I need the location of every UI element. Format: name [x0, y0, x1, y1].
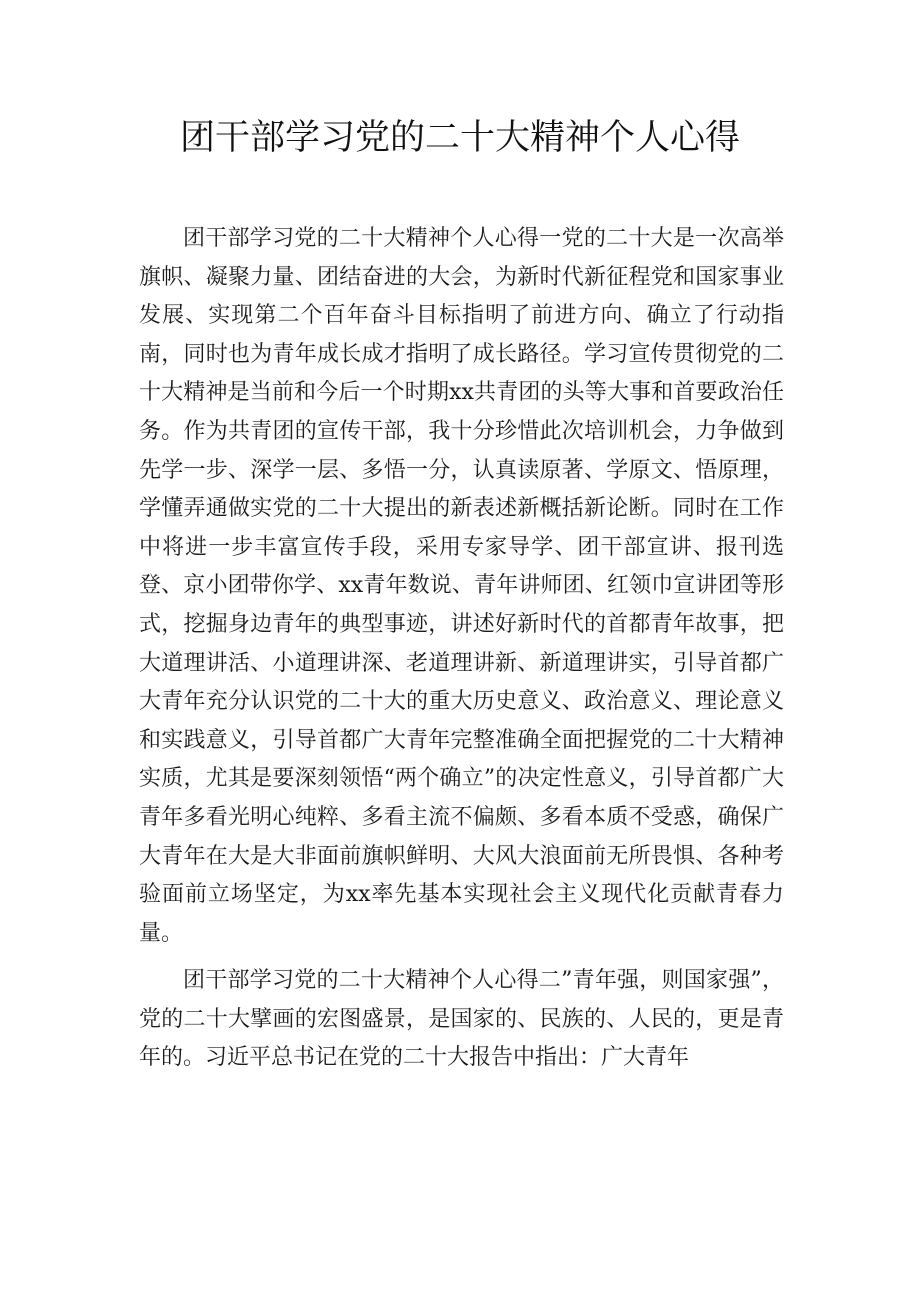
paragraph-2: 团干部学习党的二十大精神个人心得二”青年强，则国家强”，党的二十大擘画的宏图盛景，是国家的、民族的、人民的，更是青年的。习近平总书记在党的二十大报告中指出：广大青年: [139, 968, 784, 1071]
document-body: [139, 220, 784, 1087]
paragraph-1: 团干部学习党的二十大精神个人心得一党的二十大是一次高举旗帜、凝聚力量、团结奋进的大会，为新时代新征程党和国家事业发展、实现第二个百年奋斗目标指明了前进方向、确立了行动指南，同时也为青年成长成才指明了成长路径。学习宣传贯彻党的二十大精神是当前和今后一个时期xx共青团的头等大事和首要政治任务。作为共青团的宣传干部，我十分珍惜此次培训机会，力争做到先学一步、深学一层、多悟一分，认真读原著、学原文、悟原理，学懂弄通做实党的二十大提出的新表述新概括新论断。同时在工作中将进一步丰富宣传手段，采用专家导学、团干部宣讲、报刊选登、京小团带你学、xx青年数说、青年讲师团、红领巾宣讲团等形式，挖掘身边青年的典型事迹，讲述好新时代的首都青年故事，把大道理讲活、小道理讲深、老道理讲新、新道理讲实，引导首都广大青年充分认识党的二十大的重大历史意义、政治意义、理论意义和实践意义，引导首都广大青年完整准确全面把握党的二十大精神实质，尤其是要深刻领悟“两个确立”的决定性意义，引导首都广大青年多看光明心纯粹、多看主流不偏颇、多看本质不受惑，确保广大青年在大是大非面前旗帜鲜明、大风大浪面前无所畏惧、各种考验面前立场坚定，为xx率先基本实现社会主义现代化贡献青春力量。: [139, 226, 784, 946]
document-title: 团干部学习党的二十大精神个人心得: [179, 118, 740, 158]
